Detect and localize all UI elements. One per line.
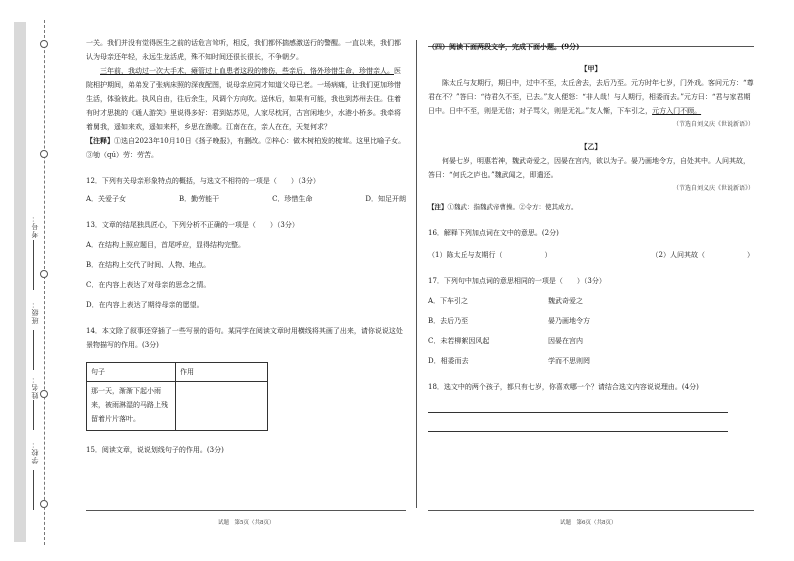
left-footer: 试题 第5页（共8页） (218, 520, 275, 526)
hole-mark (40, 270, 48, 278)
option[interactable]: A．关爱子女 (86, 195, 127, 203)
annotation-tag: 【注释】 (86, 136, 114, 145)
annotation-text: ①选自2023年10月10日《扬子晚报》，有删改。②梓心：做木树柏发的梳茸。这里比喻子女。③劬（qú）劳：劳苦。 (86, 137, 406, 159)
question-14: 14．本文除了叙事还穿插了一些写景的语句。某同学在阅读文章时用横线将其画了出来，请你说说这处景物描写的作用。(3分) (86, 327, 403, 349)
right-page (428, 36, 754, 432)
left-footer-rule (86, 510, 406, 511)
class-line (33, 330, 34, 370)
annotation (86, 134, 406, 162)
option[interactable]: D．在内容上表达了期待母亲的愿望。 (86, 301, 204, 309)
question-18: 18．选文中的两个孩子，都只有七岁，你喜欢哪一个？请结合选文内容说说理由。(4分) (428, 383, 699, 391)
left-page (86, 36, 406, 457)
option-right: 晏乃画地令方 (548, 317, 590, 325)
school-line (33, 470, 34, 510)
answer-line[interactable] (428, 417, 728, 432)
answer-table (86, 362, 268, 431)
question-15: 15．阅读文章，说说划线句子的作用。(3分) (86, 446, 224, 454)
option[interactable]: B．勤劳能干 (178, 195, 220, 203)
option-right: 因晏在宫内 (548, 337, 583, 345)
passage-yi-title: 【乙】 (580, 142, 602, 151)
name-label: 姓名： (31, 375, 39, 399)
option[interactable]: D．知足开朗 (365, 195, 406, 203)
option[interactable] (428, 354, 754, 368)
annotation-text: ①魏武：指魏武帝曹操。②令方：使其成方。 (447, 203, 578, 211)
right-footer-rule (428, 510, 754, 511)
paragraph-text: 医院相护期间，弟弟发了张病床照的深夜配图，说母亲应同才知道父母已老。一场病痛，让我们更加珍惜生活，体验彼此。执风自由，往后余生，风调个方向吹。送休后，如果有可能，我也到苏州去住。住着有时才思挑的《通人游笑》里说得多好：君到姑苏见，人家尽枕河，古宫闲地少，水港小桥多。我牵将着舅我，遥如来欢，遥如来杯，乡思在渔歌。江南在在，亲人在在，天复何求？ (86, 67, 401, 131)
table-cell-sentence: 那一天，渐渐下起小雨来，被雨淋湿的马路上残留着片片落叶。 (87, 382, 176, 431)
option-right: 学而不思则罔 (548, 357, 590, 365)
option[interactable] (428, 334, 754, 348)
school-label: 学校： (31, 440, 39, 464)
option-left: C．未若柳絮因风起 (428, 337, 490, 345)
class-label: 班级： (31, 300, 39, 324)
passage-text: 陈太丘与友期行，期日中，过中不至，太丘舍去，去后乃至。元方时年七岁，门外戏。客问元方：“尊君在不？”答曰：“待君久不至，已去。”友人便怒：“非人哉！与人期行，相委而去。”元方曰：“君与家君期日中。日中不至，则是无信；对子骂父，则是无礼。”友人惭，下车引之， (428, 79, 754, 115)
exam-id-line (33, 240, 34, 290)
option-right: 魏武奇爱之 (548, 297, 583, 305)
option[interactable] (428, 294, 754, 308)
q12-options (86, 192, 406, 206)
option-left: A．下车引之 (428, 297, 469, 305)
answer-line[interactable] (428, 398, 728, 413)
question-13: 13．文章的结尾独具匠心，下列分析不正确的一项是（ ）（3分） (86, 221, 299, 229)
source-note: （节选自刘义庆《世说新语》） (672, 185, 754, 192)
hole-mark (40, 40, 48, 48)
question-16: 16．解释下列加点词在文中的意思。(2分) (428, 229, 559, 237)
question-17: 17．下列句中加点词的意思相同的一项是（ ）（3分） (428, 277, 606, 285)
source-note: （节选自刘义庆《世说新语》） (672, 121, 754, 128)
binding-strip (0, 0, 56, 561)
page-divider (416, 40, 417, 508)
hole-mark (40, 500, 48, 508)
q16-items (428, 248, 754, 262)
section-heading: （四）阅读下面两段文字，完成下面小题。(9分) (428, 42, 580, 51)
passage-jia (428, 76, 754, 118)
annotation (428, 200, 754, 214)
passage-yi: 何晏七岁，明惠若神，魏武奇爱之，因晏在宫内，欲以为子。晏乃画地令方，自处其中。人问其故，答曰：“何氏之庐也。”魏武闻之，即遣还。 (428, 157, 750, 179)
option[interactable] (428, 314, 754, 328)
underlined-sentence: 元方入门不顾。 (652, 107, 702, 115)
annotation-tag: 【注】 (428, 203, 448, 211)
hole-mark (40, 390, 48, 398)
underlined-sentence: 三年前，我动过一次大手术，瘫管过上血患者这段的惨伤，些亲后，恪外珍惜生命，珍惜亲人。 (100, 67, 394, 75)
option[interactable]: C．在内容上表达了对母亲的思念之情。 (86, 281, 211, 289)
table-header: 句子 (87, 363, 176, 382)
exam-id-label: 考号： (31, 214, 39, 238)
right-footer: 试题 第6页（共8页） (560, 520, 617, 526)
table-header: 作用 (176, 363, 268, 382)
hole-mark (40, 150, 48, 158)
option[interactable]: B．在结构上交代了时间、人物、地点。 (86, 261, 211, 269)
table-cell-answer[interactable] (176, 382, 268, 431)
passage-jia-title: 【甲】 (580, 64, 602, 73)
cut-line (44, 20, 45, 545)
question-12: 12．下列有关母亲形象特点的概括，与选文不相符的一项是（ ）（3分） (86, 177, 320, 185)
option-left: B．去后乃至 (428, 317, 469, 325)
name-line (33, 400, 34, 430)
passage-paragraph: 一关。我们并没有觉得医生之前的话危言耸听，相反，我们都怀揣感激送行的警醒。一直以来，我们都认为母亲还年轻，永远生龙活虎，殊不知时间还很长很长，不争朝夕。 (86, 39, 401, 61)
option-left: D．相委而去 (428, 357, 469, 365)
passage-paragraph (86, 64, 406, 134)
fill-blank[interactable]: （1）陈太丘与友期行（ ） (428, 251, 552, 259)
option[interactable]: C．珍惜生命 (272, 195, 313, 203)
fill-blank[interactable]: （2）人问其故（ ） (651, 251, 754, 259)
binding-bar (14, 22, 26, 542)
option[interactable]: A．在结构上照应题目，首尾呼应，显得结构完整。 (86, 241, 246, 249)
